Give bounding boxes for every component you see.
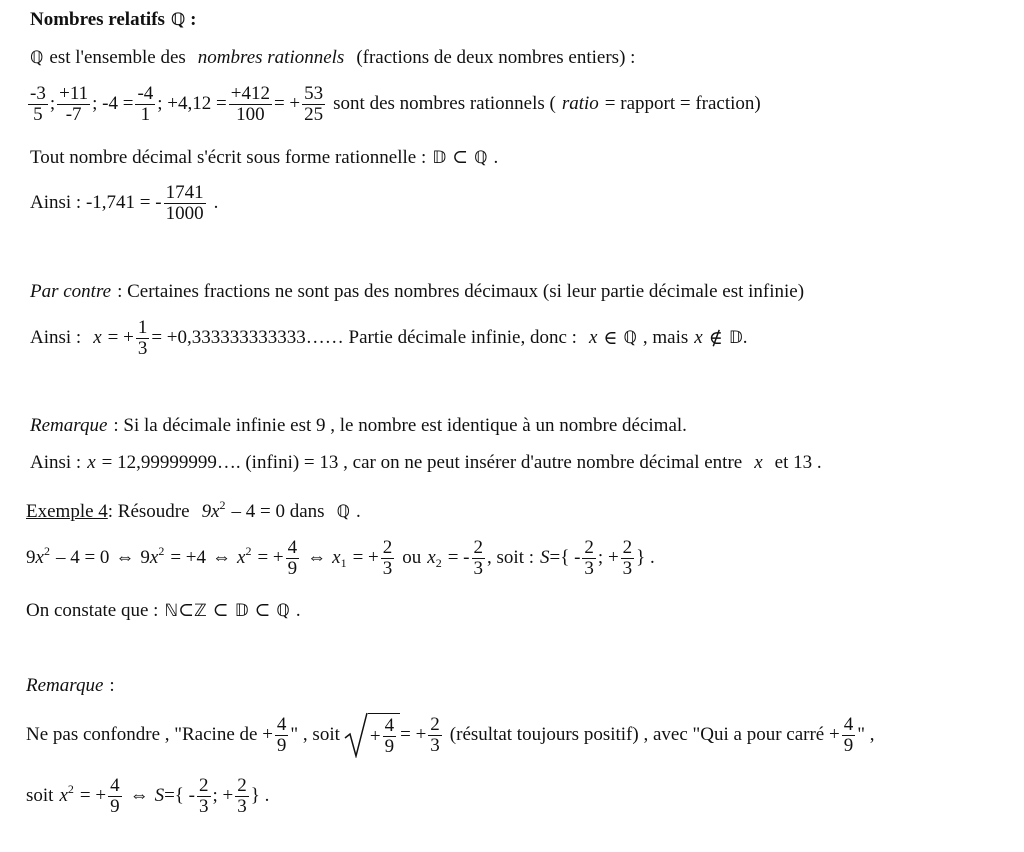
period: .	[213, 192, 219, 214]
rational-set-symbol: ℚ	[30, 48, 44, 68]
equivalence-symbol: ⇔	[115, 547, 135, 569]
math-text: 9	[201, 501, 212, 522]
section-title: Nombres relatifs ℚ :	[30, 9, 197, 30]
exemple-4-line: Exemple 4 : Résoudre 9 x 2 – 4 = 0 dans ℚ .	[26, 497, 361, 522]
fraction: $\frac{-4}{1}$	[137, 83, 154, 125]
subset-symbol: ⊂	[212, 600, 229, 621]
sentence-text: Tout nombre décimal s'écrit sous forme rationnelle :	[30, 146, 427, 168]
math-text: = +	[400, 724, 427, 745]
math-text: , soit :	[487, 547, 534, 569]
rational-set-symbol: ℚ	[336, 502, 350, 522]
equivalence-symbol: ⇔	[129, 785, 149, 807]
fraction: $\frac{4}{9}$	[110, 775, 120, 817]
fraction: $\frac{2}{3}$	[237, 775, 247, 817]
math-text: } .	[636, 547, 655, 569]
subset-symbol: ⊂	[254, 600, 271, 621]
fraction: $\frac{2}{3}$	[473, 537, 484, 579]
colon: :	[109, 675, 115, 696]
infinite-decimal-line	[30, 318, 747, 359]
fraction: $\frac{2}{3}$	[382, 537, 393, 579]
square-root	[344, 712, 400, 758]
math-text: = -	[447, 547, 470, 569]
plus-sign: +	[369, 725, 381, 747]
sentence-text: Ne pas confondre , "Racine de +	[26, 724, 273, 745]
math-text: = +	[273, 93, 301, 115]
period: .	[742, 327, 748, 349]
fraction: $\frac{2}{3}$	[622, 537, 633, 579]
math-text: et 13 .	[774, 452, 822, 473]
fraction: $\frac{4}{9}$	[287, 537, 298, 579]
math-text: 9	[140, 547, 150, 569]
resolution-line: 9 x 2 – 4 = 0 ⇔ 9 x 2 = +4 ⇔ x 2 = + $\frac{4}{9}$ ⇔ x 1 = + $\frac{2}{3}$ ou x 2 = - $\frac{2}{3}$ , soit : S ={ - $\frac{2}{3}$ ; + $\frac{2}{3}$ } .	[26, 537, 655, 579]
remarque-label: Remarque	[26, 675, 104, 696]
sentence-text: = 12,99999999…. (infini) = 13 , car on ne peut insérer d'autre nombre décimal entre	[101, 452, 743, 473]
math-text: ou	[402, 547, 422, 569]
natural-set-symbol: ℕ	[164, 600, 179, 621]
math-text: 9	[26, 547, 36, 569]
fraction: $\frac{4}{9}$	[276, 713, 287, 756]
fraction: $\frac{4}{9}$	[384, 715, 395, 757]
sentence-text: sont des nombres rationnels (	[333, 93, 556, 115]
fraction: $\frac{2}{3}$	[199, 775, 209, 817]
racine-line	[26, 712, 874, 758]
definition-italic: nombres rationnels	[197, 47, 345, 68]
variable-x: x	[93, 327, 102, 349]
solution-set-S: S	[154, 785, 165, 807]
not-element-of-symbol: ∉	[708, 327, 723, 349]
variable-x: x	[87, 452, 96, 473]
separator: ;	[49, 93, 56, 115]
ainsi-text: Ainsi :	[30, 452, 82, 473]
integer-set-symbol: ℤ	[193, 600, 207, 621]
rational-set-symbol: ℚ	[474, 147, 488, 168]
element-of-symbol: ∈	[603, 327, 618, 349]
fraction: $\frac{2}{3}$	[430, 713, 440, 756]
sentence-text: : Si la décimale infinie est 9 , le nombre est identique à un nombre décimal.	[113, 415, 687, 436]
remarque-2-line	[26, 675, 115, 697]
sentence-text: soit	[26, 785, 54, 807]
sentence-text: " ,	[857, 724, 875, 745]
fraction: $\frac{-3}{5}$	[30, 83, 46, 125]
math-text: = +	[79, 785, 107, 807]
sentence-text: : Certaines fractions ne sont pas des nombres décimaux (si leur partie décimale est infinie)	[117, 281, 805, 302]
math-text: ; +4,12 =	[157, 93, 227, 115]
solution-set-S: S	[540, 547, 550, 569]
decimal-set-symbol: 𝔻	[234, 600, 249, 621]
math-text: ; +	[212, 785, 234, 807]
equivalence-symbol: ⇔	[307, 547, 327, 569]
math-text: ; +	[597, 547, 619, 569]
fraction: $\frac{53}{25}$	[304, 83, 324, 125]
rational-set-symbol: ℚ	[623, 328, 637, 349]
sentence-text: On constate que :	[26, 599, 159, 621]
rational-set-symbol: ℚ	[276, 600, 290, 621]
math-text: ={ -	[164, 785, 195, 807]
radical-sign-icon	[344, 712, 368, 758]
variable-x: x	[694, 327, 703, 349]
definition-note: (fractions de deux nombres entiers) :	[356, 47, 636, 68]
sentence-text: (résultat toujours positif) , avec "Qui a pour carré +	[449, 724, 840, 745]
math-text: ={ -	[549, 547, 581, 569]
math-text: = +	[107, 327, 134, 349]
ratio-italic: ratio	[561, 93, 599, 115]
math-text: ; -4 =	[92, 93, 134, 115]
math-text: = +0,333333333333…… Partie décimale infinie, donc :	[151, 327, 577, 349]
subset-symbol: ⊂	[178, 600, 194, 621]
fraction: $\frac{4}{9}$	[843, 713, 854, 756]
definition-text: est l'ensemble des	[49, 47, 186, 68]
sentence-text: " , soit	[290, 724, 340, 745]
remarque-label: Remarque	[30, 415, 108, 436]
fraction-examples-line	[26, 84, 761, 125]
math-text: } .	[250, 785, 270, 807]
example-decimal-line	[30, 183, 218, 224]
math-text: = +	[352, 547, 379, 569]
fraction: $\frac{2}{3}$	[584, 537, 594, 579]
equivalence-symbol: ⇔	[212, 547, 232, 569]
inclusions-line	[26, 599, 301, 622]
math-text: – 4 = 0 dans	[231, 501, 325, 522]
fraction: $\frac{+11}{-7}$	[59, 83, 89, 125]
soit-line: soit x 2 = + $\frac{4}{9}$ ⇔ S ={ - $\frac{2}{3}$ ; + $\frac{2}{3}$ } .	[26, 775, 270, 817]
example-label: Exemple 4	[26, 501, 108, 522]
definition-line	[30, 47, 635, 69]
fraction: $\frac{+412}{100}$	[230, 83, 270, 125]
ainsi-text: Ainsi :	[30, 327, 82, 349]
radicand	[368, 713, 400, 757]
decimal-set-symbol: 𝔻	[432, 147, 447, 168]
variable-x: x	[588, 327, 598, 349]
math-text: = +4	[170, 547, 207, 569]
rational-set-symbol: ℚ	[170, 10, 186, 30]
variable-x: x	[754, 452, 763, 473]
sentence-text: : Résoudre	[107, 501, 190, 522]
fraction: $\frac{1}{3}$	[137, 317, 148, 359]
remarque-nine-line	[30, 415, 687, 437]
decimal-rational-line	[30, 146, 498, 169]
math-text: , mais	[642, 327, 689, 349]
period: .	[295, 599, 301, 621]
fraction: $\frac{1741}{1000}$	[165, 182, 204, 224]
period: .	[355, 501, 361, 522]
math-text: Ainsi : -1,741 = -	[30, 192, 162, 214]
par-contre-line	[30, 281, 804, 303]
subset-symbol: ⊂	[452, 147, 469, 168]
decimal-set-symbol: 𝔻	[728, 328, 743, 349]
period: .	[493, 146, 499, 168]
par-contre-label: Par contre	[30, 281, 112, 302]
math-text: – 4 = 0	[55, 547, 110, 569]
nines-example-line	[30, 452, 822, 474]
sentence-text: = rapport = fraction)	[604, 93, 761, 115]
title-text: Nombres relatifs	[30, 9, 165, 30]
math-text: = +	[257, 547, 284, 569]
